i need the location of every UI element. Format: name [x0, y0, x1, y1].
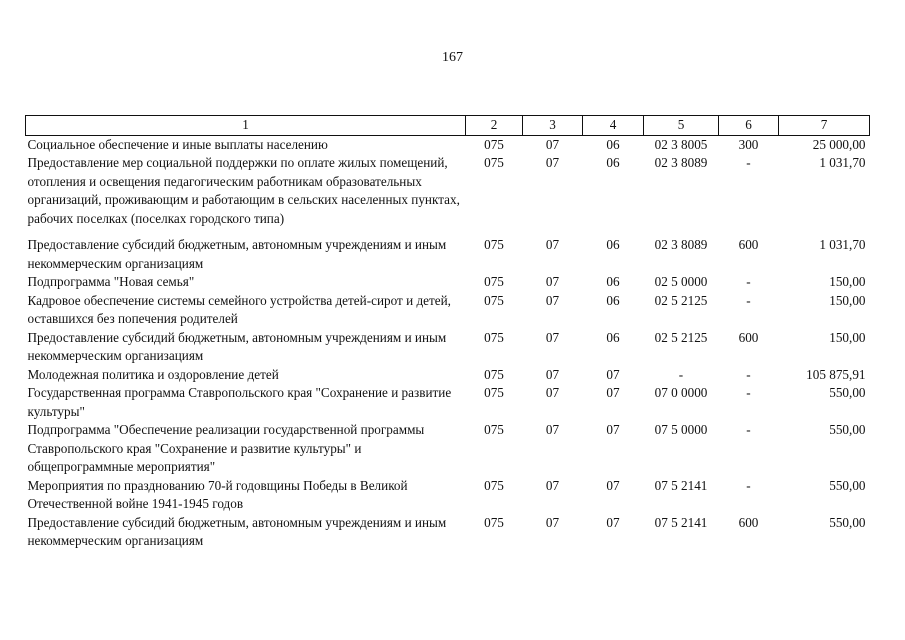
- header-col-2: 2: [466, 116, 523, 136]
- table-row: [26, 292, 870, 329]
- row-code-3: 07: [545, 514, 560, 530]
- header-col-1: 1: [26, 116, 466, 136]
- row-name: Предоставление мер социальной поддержки по оплате жилых помещений, отопления и освещения педагогическим работникам образовательных организаций, проживающим и работающим в сельских населенных пунктах, рабочих поселках (поселках городского типа): [27, 155, 460, 226]
- row-code-5: 02 5 2125: [654, 329, 708, 345]
- row-name: Социальное обеспечение и иные выплаты населению: [27, 136, 328, 152]
- row-code-3: 07: [545, 274, 560, 289]
- row-code-6: -: [746, 155, 751, 170]
- row-code-6: -: [746, 274, 751, 289]
- row-code-5: -: [678, 366, 684, 382]
- table-row: [26, 329, 870, 366]
- row-code-5: 07 5 2141: [654, 514, 708, 530]
- row-code-6: -: [746, 366, 751, 382]
- row-code-3: 07: [545, 366, 560, 382]
- row-name: Подпрограмма "Обеспечение реализации государственной программы Ставропольского края "Сохранение и развитие культуры" и общепрограммные мероприятия": [27, 422, 425, 474]
- row-code-5: 02 5 2125: [654, 292, 708, 308]
- row-code-4: 07: [606, 385, 620, 400]
- row-name: Предоставление субсидий бюджетным, автономным учреждениям и иным некоммерческим организациям: [27, 514, 447, 548]
- row-name: Мероприятия по празднованию 70-й годовщины Победы в Великой Отечественной войне 1941-1945 годов: [27, 477, 408, 511]
- row-code-5: 02 3 8089: [654, 237, 708, 252]
- row-code-5: 07 5 0000: [654, 422, 708, 437]
- row-code-3: 07: [545, 477, 560, 493]
- row-code-2: 075: [484, 366, 504, 382]
- row-amount: 1 031,70: [819, 155, 866, 170]
- budget-table: [25, 115, 870, 551]
- row-name: Подпрограмма "Новая семья": [27, 274, 195, 289]
- table-row: [26, 477, 870, 514]
- row-code-6: 600: [738, 237, 759, 252]
- row-code-5: 07 5 2141: [654, 477, 708, 493]
- row-code-6: -: [746, 292, 751, 308]
- row-amount: 550,00: [829, 385, 866, 400]
- row-code-2: 075: [484, 422, 504, 437]
- table-row: [26, 154, 870, 228]
- row-code-2: 075: [484, 136, 504, 152]
- table-row: [26, 384, 870, 421]
- row-name: Государственная программа Ставропольского края "Сохранение и развитие культуры": [27, 385, 452, 419]
- row-amount: 550,00: [829, 514, 866, 530]
- row-code-2: 075: [484, 385, 504, 400]
- page-number: 167: [442, 50, 463, 65]
- row-code-3: 07: [545, 385, 560, 400]
- row-code-6: -: [746, 422, 751, 437]
- row-code-2: 075: [484, 292, 504, 308]
- row-code-5: 02 5 0000: [654, 274, 708, 289]
- row-code-6: 600: [738, 514, 759, 530]
- row-code-2: 075: [484, 477, 504, 493]
- row-amount: 1 031,70: [819, 237, 866, 252]
- header-col-7: 7: [779, 116, 870, 136]
- row-code-3: 07: [545, 292, 560, 308]
- header-col-3: 3: [523, 116, 583, 136]
- row-code-2: 075: [484, 155, 504, 170]
- row-code-2: 075: [484, 329, 504, 345]
- row-amount: 150,00: [829, 329, 866, 345]
- row-code-3: 07: [545, 136, 560, 152]
- row-code-4: 07: [606, 422, 620, 437]
- row-name: Предоставление субсидий бюджетным, автономным учреждениям и иным некоммерческим организациям: [27, 237, 447, 271]
- header-col-4: 4: [583, 116, 644, 136]
- row-code-6: 600: [738, 329, 759, 345]
- row-amount: 550,00: [829, 477, 866, 493]
- header-col-5: 5: [644, 116, 719, 136]
- row-name: Молодежная политика и оздоровление детей: [27, 366, 279, 382]
- header-row: [26, 116, 870, 136]
- table-row: [26, 421, 870, 477]
- row-code-4: 06: [606, 274, 620, 289]
- row-amount: 25 000,00: [812, 136, 866, 152]
- table-row: [26, 273, 870, 292]
- row-code-4: 06: [606, 155, 620, 170]
- row-code-6: -: [746, 385, 751, 400]
- row-code-5: 02 3 8089: [654, 155, 708, 170]
- table-row: [26, 514, 870, 551]
- row-code-4: 06: [606, 136, 620, 152]
- row-code-4: 06: [606, 292, 620, 308]
- row-code-4: 07: [606, 477, 620, 493]
- row-name: Предоставление субсидий бюджетным, автономным учреждениям и иным некоммерческим организациям: [27, 329, 447, 363]
- row-code-5: 07 0 0000: [654, 385, 708, 400]
- row-code-5: 02 3 8005: [654, 136, 708, 152]
- row-code-2: 075: [484, 237, 504, 252]
- table-row: [26, 366, 870, 385]
- row-amount: 150,00: [829, 292, 866, 308]
- row-code-4: 07: [606, 514, 620, 530]
- row-amount: 150,00: [829, 274, 866, 289]
- row-code-3: 07: [545, 155, 560, 170]
- row-name: Кадровое обеспечение системы семейного устройства детей-сирот и детей, оставшихся без попечения родителей: [27, 292, 451, 326]
- row-code-4: 07: [606, 366, 620, 382]
- row-code-2: 075: [484, 274, 504, 289]
- header-col-6: 6: [719, 116, 779, 136]
- row-code-3: 07: [545, 329, 560, 345]
- table-row: [26, 135, 870, 154]
- row-code-3: 07: [545, 422, 560, 437]
- row-code-6: 300: [738, 136, 759, 152]
- row-code-2: 075: [484, 514, 504, 530]
- table-row: [26, 228, 870, 273]
- row-amount: 550,00: [829, 422, 866, 437]
- row-code-4: 06: [606, 329, 620, 345]
- row-code-3: 07: [545, 237, 560, 252]
- row-code-4: 06: [606, 237, 620, 252]
- row-code-6: -: [746, 477, 751, 493]
- row-amount: 105 875,91: [806, 366, 866, 382]
